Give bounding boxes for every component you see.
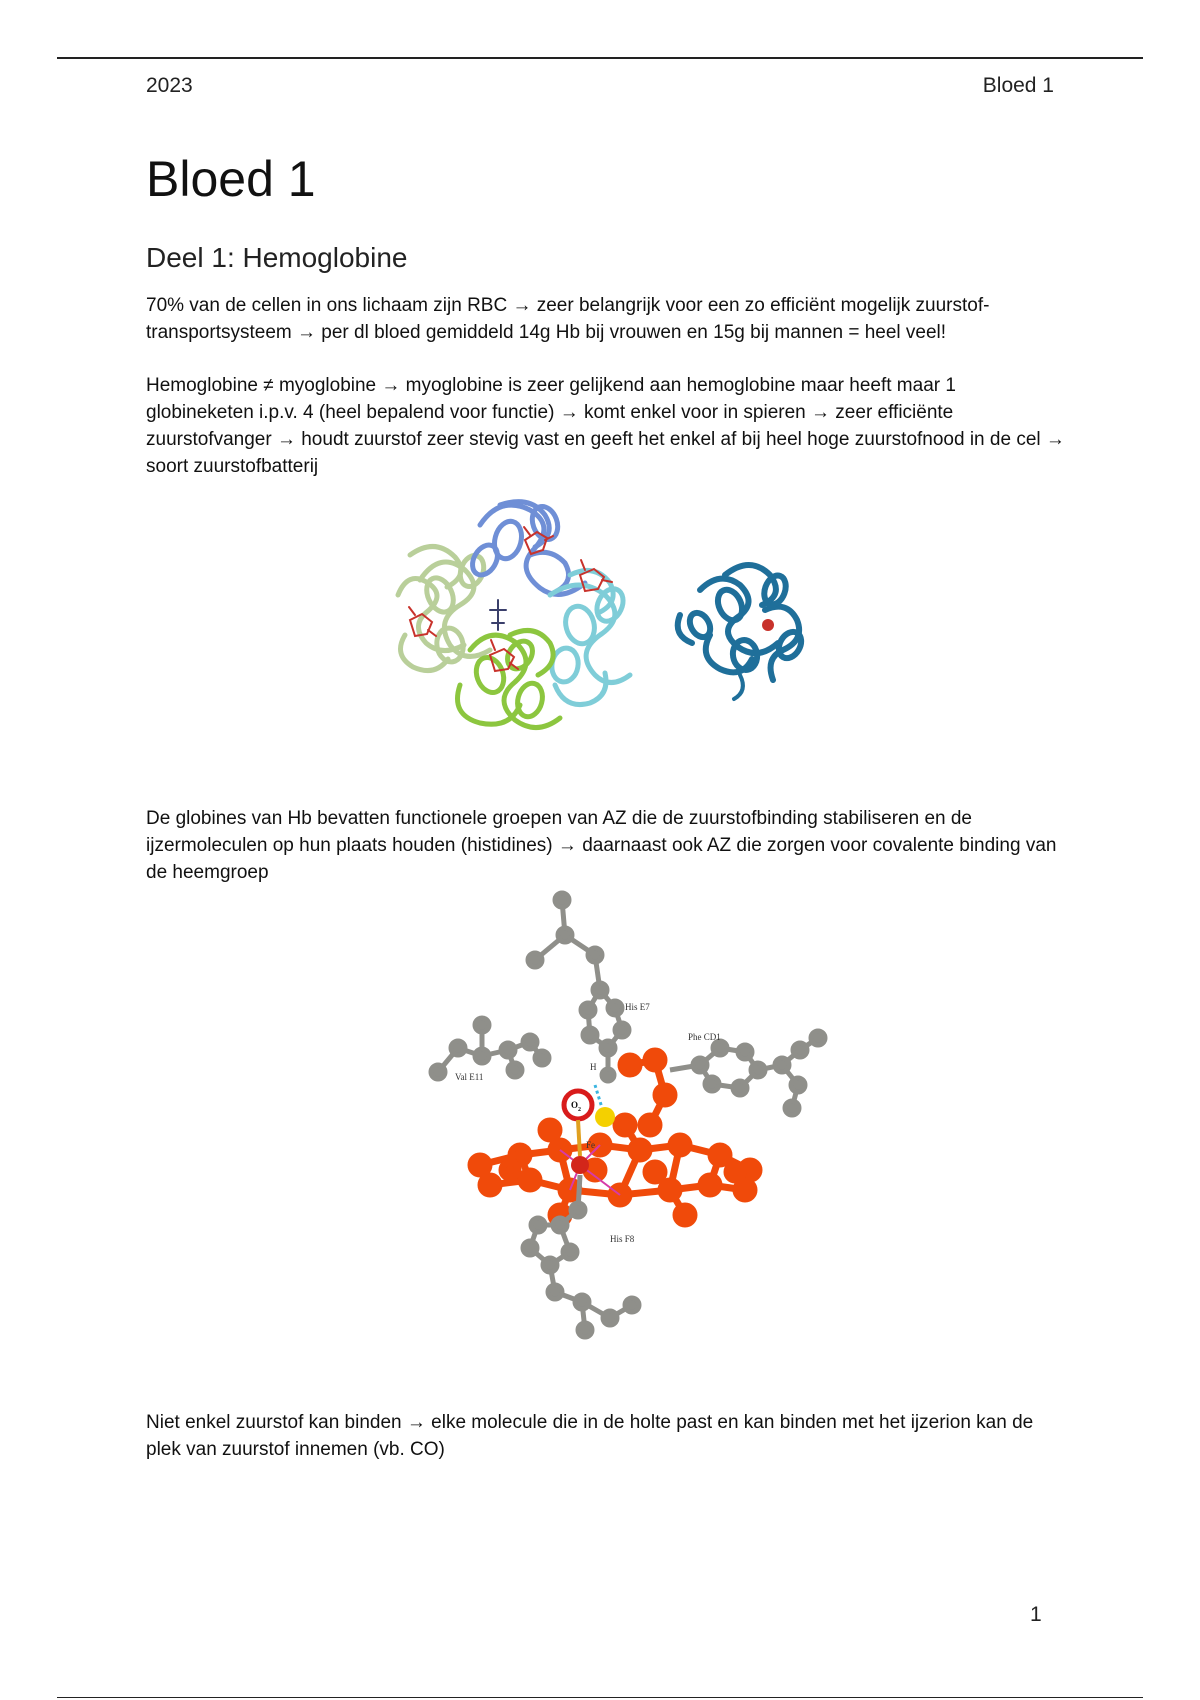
hb-chain-green	[458, 631, 561, 728]
fe-label: Fe	[586, 1140, 595, 1150]
page-header	[146, 74, 1054, 98]
paragraph-globines: De globines van Hb bevatten functionele groepen van AZ die de zuurstofbinding stabiliseren en de ijzermoleculen op hun plaats houden (histidines) → daarnaast ook AZ die zorgen voor covalente binding van de heemgroep	[146, 808, 1057, 883]
o2-label-symbol: O	[571, 1100, 579, 1110]
header-document-title: Bloed 1	[982, 74, 1054, 97]
val-e11-label: Val E11	[455, 1072, 484, 1082]
central-dpg	[490, 600, 506, 630]
page-number: 1	[1030, 1603, 1042, 1626]
val-e11-residue	[431, 1018, 549, 1079]
header-rule	[57, 57, 1143, 59]
oxygen-yellow-atom	[595, 1107, 615, 1127]
hb-chain-light-green	[398, 546, 490, 670]
hemoglobin-tetramer	[398, 502, 630, 728]
paragraph-binding: Niet enkel zuurstof kan binden → elke molecule die in de holte past en kan binden met het ijzerion kan de plek van zuurstof innemen (vb. CO)	[146, 1412, 1034, 1460]
footer-rule	[57, 1697, 1143, 1698]
hemoglobin-myoglobin-figure	[380, 485, 870, 755]
section-heading: Deel 1: Hemoglobine	[146, 242, 408, 273]
h-bond-lines	[595, 1085, 602, 1108]
hb-chain-blue	[467, 502, 585, 595]
phe-cd1-label: Phe CD1	[688, 1032, 721, 1042]
paragraph-rbc: 70% van de cellen in ons lichaam zijn RBC → zeer belangrijk voor een zo efficiënt mogelijk zuurstof-transportsysteem → per dl bloed gemiddeld 14g Hb bij vrouwen en 15g bij mannen = heel veel!	[146, 295, 990, 343]
heme-pocket-figure	[420, 880, 860, 1350]
phe-cd1-residue	[670, 1031, 825, 1115]
paragraph-myoglobin: Hemoglobine ≠ myoglobine → myoglobine is zeer gelijkend aan hemoglobine maar heeft maar 1 globineketen i.p.v. 4 (heel bepalend voor functie) → komt enkel voor in spieren → zeer efficiënte zuurstofvanger → houdt zuurstof zeer stevig vast en geeft het enkel af bij heel hoge zuurstofnood in de cel → soort zuurstofbatterij	[146, 375, 1065, 477]
document-title: Bloed 1	[146, 151, 316, 207]
header-year: 2023	[146, 74, 193, 97]
fe-atom	[571, 1156, 589, 1174]
o2-fe-bond	[578, 1120, 580, 1156]
his-f8-label: His F8	[610, 1234, 635, 1244]
his-e7-label: His E7	[625, 1002, 650, 1012]
hydrogen-label: H	[590, 1062, 597, 1072]
o2-label-subscript: 2	[578, 1107, 582, 1113]
myoglobin-structure	[678, 565, 806, 699]
